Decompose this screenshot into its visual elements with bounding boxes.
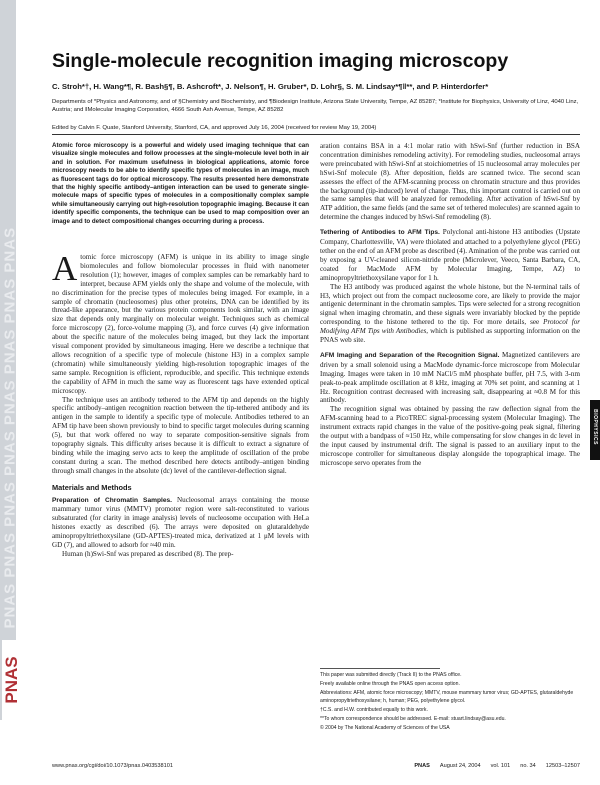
section-tab xyxy=(590,400,600,460)
footnote-divider xyxy=(320,668,440,669)
header-divider xyxy=(52,134,580,135)
citation-info xyxy=(404,763,580,769)
footnote-correspondence: **To whom correspondence should be addressed. E-mail: stuart.lindsay@asu.edu. xyxy=(320,716,506,723)
intro-text-1: tomic force microscopy (AFM) is unique in its ability to image single biomolecules and follow biomolecular processes in fluid with nanometer resolution (1); however, images of complex samples can be remarkably hard to interpret, because AFM yields only the shape and volume of the molecule, with no discrimination for the precise types of molecules being imaged. For example, in a sample of chromatin (nucleosomes) plus other proteins, DNA can be identified by its thread-like appearance, but the various protein components look similar, with an image size that depends only marginally on molecular weight. Techniques such as chemical force microscopy (2), force-volume mapping (3), and force curves (4) give information about the specific nature of the molecules being imaged, but they lack the important visual component provided by simultaneous imaging. Here we describe a technique that allows recognition of a specific type of molecule (histone H3) in a complex sample (chromatin) while simultaneously yielding high-resolution topographic images of the same sample. Recognition is efficient, reproducible, and specific. This technique extends the capability of AFM in much the same way as fluorescent tags have extended optical microscopy. xyxy=(52,253,309,395)
edited-by-line: Edited by Calvin F. Quate, Stanford University, Stanford, CA, and approved July 16, 2004 (received for review May 19, 2004) xyxy=(52,125,377,131)
tethering-text-2b: , which is published as supporting information on the PNAS web site. xyxy=(320,327,581,345)
issue-number: no. 34 xyxy=(520,763,536,769)
tethering-text-2a: The H3 antibody was produced against the whole histone, but the N-terminal tails of H3, which project out from the compact nucleosome core, are likely to provide the major antigenic determinant in the chromatin samples. Tips were selected for a strong recognition signal when imaging chromatin, and these signals were invariably blocked by the peptide corresponding to the histone tethered to the tip. For more details, see xyxy=(320,282,580,327)
issue-date: August 24, 2004 xyxy=(439,763,481,769)
intro-paragraph-1 xyxy=(52,249,309,396)
section-tab-label: BIOPHYSICS xyxy=(592,409,598,445)
chromatin-paragraph xyxy=(52,496,309,550)
article-title: Single-molecule recognition imaging microscopy xyxy=(52,50,509,72)
methods-heading: Materials and Methods xyxy=(52,482,132,492)
right-column xyxy=(320,142,580,468)
protocol-link-text: Protocol for Modifying AFM Tips with Antibodies xyxy=(320,318,580,336)
pnas-watermark: PNAS PNAS PNAS PNAS PNAS PNAS PNAS PNAS xyxy=(1,226,19,629)
affiliations: Departments of *Physics and Astronomy, and of §Chemistry and Biochemistry, and ¶Biodesign Institute, Arizona State University, Tempe, AZ 85287; *Institute for Biophysics, University of Linz, 4040 Linz, Austria; and ‖Molecular Imaging Corporation, 4666 South Ash Avenue, Tempe, AZ 85282 xyxy=(52,99,579,113)
imaging-paragraph-2: The recognition signal was obtained by passing the raw deflection signal from the AFM-scanning head to a PicoTREC signal-processing system (Molecular Imaging). The instrument extracts rapid changes in the value of the positive-going peak signal, filtering the output with a bandpass of ≈150 Hz, while compensating for slow changes in dc level in the input caused by instrumental drift. The signal is passed to an auxiliary input to the microscope controller for simultaneous display alongside the topographical image. The microscope servo operates from the xyxy=(320,405,580,467)
pnas-side-band xyxy=(0,0,21,720)
swisnf-paragraph-end: aration contains BSA in a 4:1 molar ratio with hSwi-Snf (further reduction in BSA concentration diminishes remodeling activity). For remodeling studies, nucleosomal arrays were preincubated with hSwi-Snf at stoichiometries of 15 nucleosomal array molecules per hSwi-Snf molecule (8). After deposition, fields are scanned twice. The second scan assesses the effect of the AFM-scanning process on chromatin structure and thus provides the background (tip-induced) level of change. Thus, this important control is carried out on the same samples that will be analyzed for remodeling. After activation of hSwi-Snf by ATP addition, the same fields (and the same set of tethered molecules) are scanned again to determine the changes induced by hSwi-Snf remodeling (8). xyxy=(320,142,580,222)
intro-paragraph-2: The technique uses an antibody tethered to the AFM tip and depends on the highly specific antibody–antigen recognition reaction between the tip-tethered antibody and its antigen in the sample to identify a specific type of molecule. Antibodies tethered to an AFM tip have been shown previously to bind to specific target molecules during scanning (5), but that work offered no way to separate composition-sensitive signals from topography signals. This difficulty arises because it is difficult to extract a signature of binding while the imaging servo acts to keep the amplitude of oscillation of the probe constant during a scan. The method described here detects antibody–antigen binding through small changes in the absolute (dc) level of the cantilever-deflection signal. xyxy=(52,395,309,475)
left-column xyxy=(52,249,309,559)
volume: vol. 101 xyxy=(490,763,511,769)
tethering-subheading: Tethering of Antibodies to AFM Tips. xyxy=(320,229,440,237)
imaging-subheading: AFM Imaging and Separation of the Recognition Signal. xyxy=(320,351,500,359)
imaging-text: Magnetized cantilevers are driven by a small solenoid using a MacMode dynamic-force microscope from Molecular Imaging. Images were taken in 10 mM NaCl/5 mM phosphate buffer, pH 7.5, with 3-nm peak-to-peak amplitude oscillation at 8 kHz, imaging at 70% set point, and scanning at 1 Hz. Recognition contrast decreased with increasing salt, disappearing at ≈0.8 M for this antibody. xyxy=(320,350,581,405)
page-range: 12503–12507 xyxy=(545,763,580,769)
tethering-paragraph xyxy=(320,228,580,282)
footnote-contribution: †C.S. and H.W. contributed equally to this work. xyxy=(320,706,428,713)
chromatin-text: Nucleosomal arrays containing the mouse mammary tumor virus (MMTV) promoter region were salt-reconstituted to various subsaturated (for clarity in image analysis) levels of nucleosome occupation with HeLa histones exactly as described (6). The arrays were deposited on glutaraldehyde aminopropyltriethoxysilane (GD-APTES)-treated mica, derivatized at 1 μM levels with GD (7), and allowed to adsorb for ≈40 min. xyxy=(52,495,309,550)
drop-cap: A xyxy=(52,249,78,288)
tethering-paragraph-2 xyxy=(320,283,580,345)
tethering-text: Polyclonal anti-histone H3 antibodies (Upstate Company, Charlottesville, VA) were thiolated and attached to a polyethylene glycol (PEG) tether on the end of an AFM probe as described (4). Amination of the probe was carried out by exposing a UV-cleaned silicon-nitride probe (Microlever, Veeco, Santa Barbara, CA, coated for MacMode AFM by Molecular Imaging, Tempe, AZ) to aminopropyltriethoxysilane vapor for 1 h. xyxy=(320,228,580,282)
footnote-open-access: Freely available online through the PNAS open access option. xyxy=(320,681,460,688)
pnas-logo xyxy=(2,640,21,720)
footnotes xyxy=(320,672,580,734)
pnas-logo-text: PNAS xyxy=(2,656,21,704)
footnote-copyright: © 2004 by The National Academy of Sciences of the USA xyxy=(320,725,450,732)
doi-link[interactable]: www.pnas.org/cgi/doi/10.1073/pnas.0403538101 xyxy=(52,763,173,769)
author-list: C. Stroh*†, H. Wang*¶, R. Bash§¶, B. Ashcroft*, J. Nelson¶, H. Gruber*, D. Lohr§, S. M. Lindsay*¶‖**, and P. Hinterdorfer* xyxy=(52,82,489,91)
footnote-track: This paper was submitted directly (Track II) to the PNAS office. xyxy=(320,672,462,678)
imaging-paragraph xyxy=(320,351,580,405)
journal-name: PNAS xyxy=(414,763,430,769)
footnote-abbreviations: Abbreviations: AFM, atomic force microscopy; MMTV, mouse mammary tumor virus; GD-APTES, glutaraldehyde aminopropyltriethoxysilane; h, human; PEG, polyethylene glycol. xyxy=(320,690,574,704)
abstract: Atomic force microscopy is a powerful and widely used imaging technique that can visualize single molecules and follow processes at the single-molecule level both in air and in solution. For maximum usefulness in biological applications, atomic force microscopy needs to be able to identify specific types of molecules in an image, much as fluorescent tags do for optical microscopy. The results presented here demonstrate that the highly specific antibody–antigen interaction can be used to generate single-molecule maps of specific types of molecules in a compositionally complex sample while simultaneously carrying out high-resolution topographic imaging. Because it can identify specific components, the technique can be used to map composition over an image and to detect compositional changes occurring during a process. xyxy=(52,142,309,225)
swisnf-paragraph-start: Human (h)Swi-Snf was prepared as described (8). The prep- xyxy=(62,550,234,558)
chromatin-subheading: Preparation of Chromatin Samples. xyxy=(52,496,173,504)
